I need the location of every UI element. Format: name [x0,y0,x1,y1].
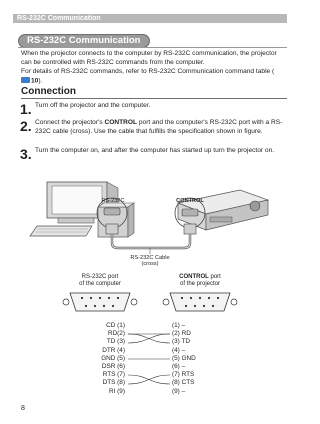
step-text: Turn the computer on, and after the computer has started up turn the projector on. [35,147,275,154]
page-number: 8 [21,405,25,412]
computer-pin-8: DTS (8) [102,379,125,386]
projector-pin-5: (5) GND [172,355,196,362]
projector-pin-1: (1) – [172,322,186,329]
projector-port-label: CONTROL [176,198,204,204]
header-title: RS-232C Communication [17,15,101,22]
computer-pin-9: RI (9) [109,388,125,395]
step-number: 3. [20,146,32,162]
projector-port-subtitle: of the projector [179,281,221,287]
computer-pin-6: DSR (6) [101,363,125,370]
projector-dsub-icon [163,293,237,311]
computer-pin-7: RTS (7) [102,371,125,378]
step-number: 1. [20,101,32,117]
projector-pin-6: (6) – [172,363,186,370]
projector-pin-2: (2) RD [172,330,191,337]
step-text-part: Connect the projector's [35,119,105,126]
computer-pin-4: DTR (4) [102,347,125,354]
cable-type-label: (cross) [141,261,159,267]
projector-pin-9: (9) – [172,388,186,395]
step-text: Turn off the projector and the computer. [35,102,151,109]
computer-pin-2: RD(2) [107,330,125,337]
projector-port-title-rest: port [208,274,221,280]
projector-pin-3: (3) TD [172,338,190,345]
computer-pin-1: CD (1) [106,322,125,329]
intro-suffix: ). [38,77,43,85]
computer-pin-3: TD (3) [106,338,125,345]
computer-port-label: RS-232C [101,198,125,204]
computer-pin-5: GND (5) [101,355,125,362]
step-number: 2. [20,118,32,134]
computer-dsub-icon [63,293,137,311]
step-text-bold: CONTROL [104,119,138,126]
step-text-part: port and the computer's RS-232C port with a RS-232C cable (cross). Use the cable that fulfills the specification shown in figure. [35,119,283,135]
intro-text: For details of RS-232C commands, refer to RS-232C Communication command table ( [21,68,275,75]
cable-label: RS-232C Cable [130,255,170,261]
projector-pin-4: (4) – [172,347,186,354]
connection-heading: Connection [21,86,76,97]
pin-wiring [128,334,170,384]
page-reference-link[interactable]: 10 [31,77,39,85]
projector-pin-7: (7) RTS [172,371,195,378]
computer-port-subtitle: of the computer [79,281,121,287]
section-title: RS-232C Communication [18,34,150,48]
projector-port-title-bold: CONTROL [179,274,209,280]
computer-port-title: RS-232C port [81,274,119,280]
projector-pin-8: (8) CTS [172,379,195,386]
intro-paragraph-1: When the projector connects to the computer by RS-232C communication, the projector can be controlled with RS-232C commands from the computer. [21,50,277,66]
